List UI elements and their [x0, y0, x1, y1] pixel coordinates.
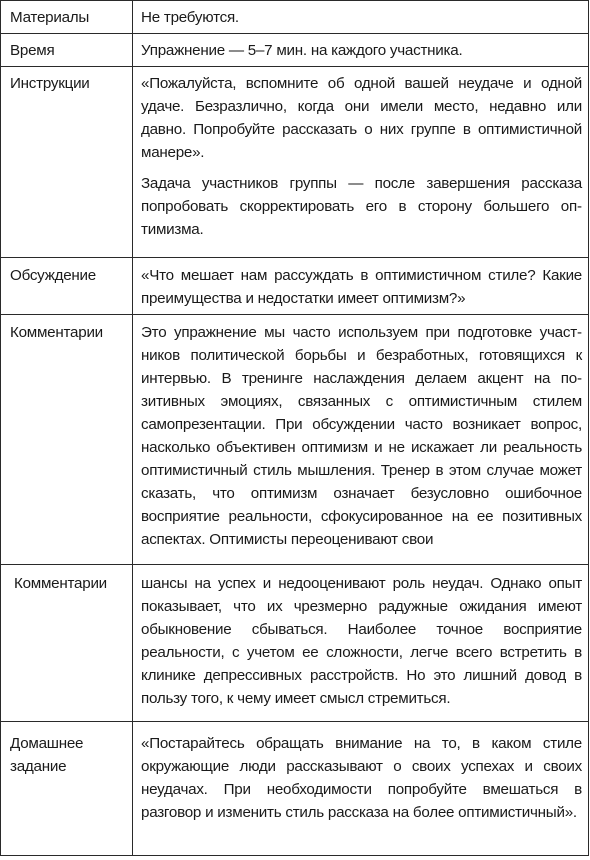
row-comments-continued — [1, 565, 589, 722]
row-content — [133, 67, 589, 258]
paragraph: шансы на успех и недооценивают роль неудач. Однако опыт показывает, что их чрезмерно радужные ожидания имеют обыкновение сбываться. Наиболее точное восприятие реальности, с учетом ее сложности, легче всего встретить в клинике депрессивных расстройств. Но это лишний довод в пользу того, к чему имеет смысл стремиться. — [141, 575, 582, 707]
paragraph: «Что мешает нам рассуждать в оптимистичном стиле? Какие преимущества и недостатки имеет оптимизм?» — [141, 267, 582, 307]
row-label: Материалы — [1, 1, 133, 34]
row-content — [133, 258, 589, 315]
row-homework — [1, 722, 589, 856]
row-content — [133, 315, 589, 565]
paragraph: Задача участников группы — после завершения рассказа попробовать скорректировать его в сторону большего оптимизма. — [141, 175, 582, 238]
row-content — [133, 722, 589, 856]
row-label: Комментарии — [1, 315, 133, 565]
row-materials — [1, 1, 589, 34]
row-time — [1, 34, 589, 67]
paragraph: «Постарайтесь обращать внимание на то, в каком стиле окружающие люди рассказывают о своих успехах и своих неудачах. При необходимости попробуйте вмешаться в разговор и изменить стиль рассказа на более оптимистичный». — [141, 735, 582, 821]
row-label: Обсуждение — [1, 258, 133, 315]
row-content — [133, 34, 589, 67]
row-content — [133, 1, 589, 34]
row-instructions — [1, 67, 589, 258]
row-label: Время — [1, 34, 133, 67]
row-label: Инструкции — [1, 67, 133, 258]
paragraph: «Пожалуйста, вспомните об одной вашей неудаче и одной удаче. Безразлично, когда они имели место, недавно или давно. Попробуйте рассказать о них группе в оптимистичной манере». — [141, 75, 582, 161]
row-content — [133, 565, 589, 722]
row-label: Комментарии — [1, 565, 133, 722]
row-comments — [1, 315, 589, 565]
paragraph: Не требуются. — [141, 9, 239, 26]
row-discussion — [1, 258, 589, 315]
paragraph: Это упражнение мы часто используем при подготовке участников политической борьбы и безработных, готовящихся к интервью. В тренинге наслаждения делаем акцент на позитивных эмоциях, связанных с оптимистичным стилем самопрезентации. При обсуждении часто возникает вопрос, насколько объективен оптимизм и не искажает ли реальность оптимистичный стиль мышления. Тренер в этом случае может сказать, что оптимизм означает безусловно ошибочное восприятие реальности, сфокусированное на ее позитивных аспектах. Оптимисты переоценивают свои — [141, 324, 582, 548]
row-label: Домашнее задание — [1, 722, 133, 856]
paragraph: Упражнение — 5–7 мин. на каждого участника. — [141, 42, 463, 59]
